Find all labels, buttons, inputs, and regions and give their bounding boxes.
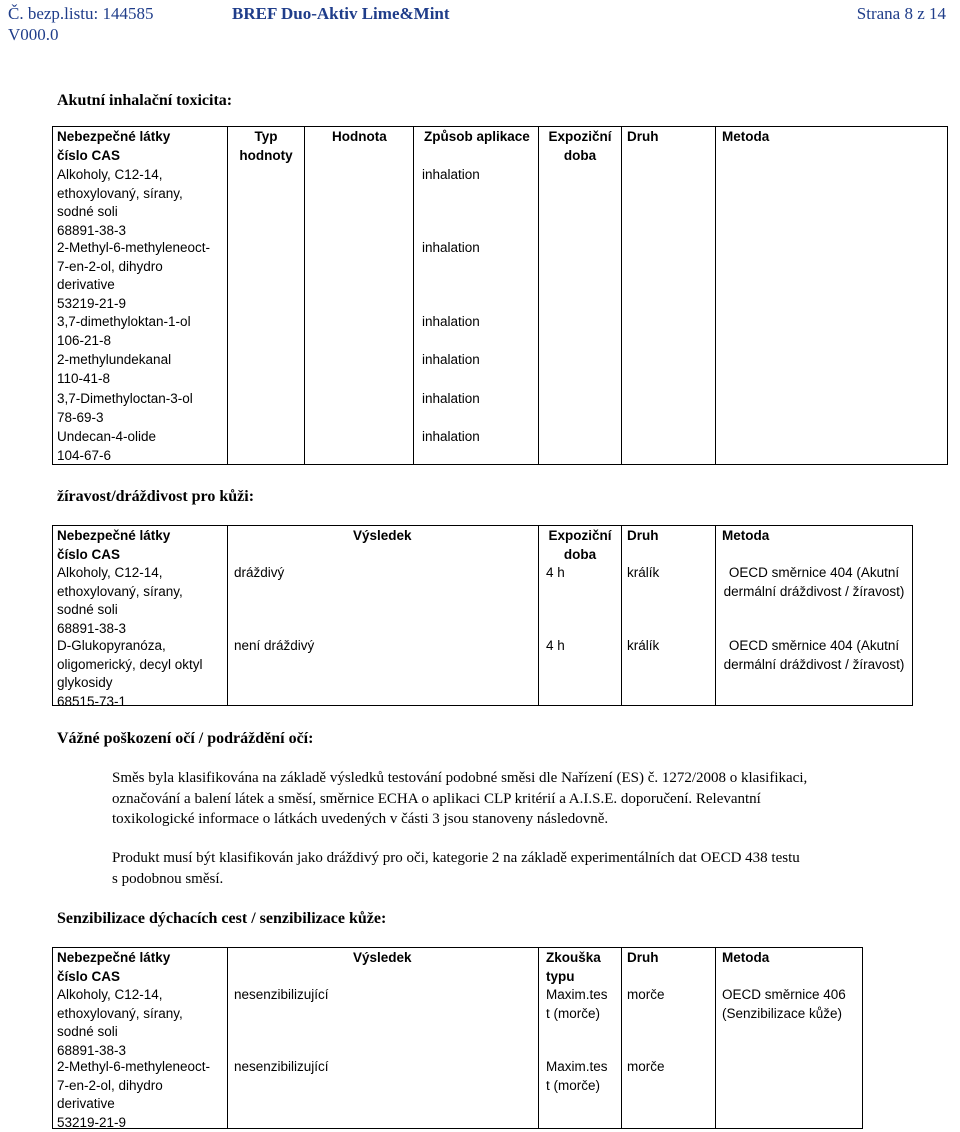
table2-row-exposure: 4 h	[546, 565, 565, 580]
table1-row-route: inhalation	[422, 240, 480, 255]
table2-row-result: není dráždivý	[234, 638, 315, 653]
table2-header-substance: Nebezpečné látky číslo CAS	[57, 528, 171, 562]
table4-row-species: morče	[627, 987, 665, 1002]
table4-header-result: Výsledek	[353, 950, 412, 965]
table1-row-route: inhalation	[422, 352, 480, 367]
table2-row-method: OECD směrnice 404 (Akutní dermální dráždivost / žíravost)	[723, 638, 905, 672]
section-heading-skin-irritation: žíravost/dráždivost pro kůži:	[57, 488, 255, 505]
table2-col-method	[715, 525, 913, 706]
table1-col-species	[621, 126, 716, 465]
table4-row-species: morče	[627, 1059, 665, 1074]
table2-col-result	[227, 525, 539, 706]
product-title: BREF Duo-Aktiv Lime&Mint	[232, 4, 450, 23]
table1-header-value: Hodnota	[332, 129, 387, 144]
section-heading-eye-damage: Vážné poškození očí / podráždění očí:	[57, 730, 314, 747]
table4-row-substance: Alkoholy, C12-14, ethoxylovaný, sírany, sodné soli 68891-38-3	[57, 987, 183, 1058]
table1-row-substance: Alkoholy, C12-14, ethoxylovaný, sírany, sodné soli 68891-38-3	[57, 167, 183, 238]
table4-header-test: Zkouška typu	[546, 950, 601, 984]
table4-row-test: Maxim.tes t (morče)	[546, 1059, 608, 1093]
table1-row-route: inhalation	[422, 314, 480, 329]
table1-header-species: Druh	[627, 129, 659, 144]
table4-col-method	[715, 947, 863, 1129]
table2-header-exposure: Expoziční doba	[548, 528, 612, 562]
table2-row-substance: D-Glukopyranóza, oligomerický, decyl oktyl glykosidy 68515-73-1	[57, 638, 203, 709]
sds-number: Č. bezp.listu: 144585	[8, 4, 154, 23]
table2-header-method: Metoda	[722, 528, 770, 543]
table4-row-substance: 2-Methyl-6-methyleneoct- 7-en-2-ol, dihydro derivative 53219-21-9	[57, 1059, 211, 1130]
table1-row-route: inhalation	[422, 391, 480, 406]
table1-col-exposure	[538, 126, 622, 465]
table2-row-method: OECD směrnice 404 (Akutní dermální dráždivost / žíravost)	[723, 565, 905, 599]
table1-col-method	[715, 126, 948, 465]
table1-row-substance: 2-Methyl-6-methyleneoct- 7-en-2-ol, dihydro derivative 53219-21-9	[57, 240, 211, 311]
section-heading-acute-inhalation: Akutní inhalační toxicita:	[57, 92, 233, 109]
table4-col-result	[227, 947, 539, 1129]
table2-col-species	[621, 525, 716, 706]
table1-header-type: Typ hodnoty	[239, 129, 293, 163]
eye-product-classification-text: Produkt musí být klasifikován jako dráždivý pro oči, kategorie 2 na základě experimentálních dat OECD 438 testu s podobnou směsí.	[112, 850, 800, 887]
table2-header-species: Druh	[627, 528, 659, 543]
table1-row-route: inhalation	[422, 429, 480, 444]
table2-row-species: králík	[627, 638, 660, 653]
table2-row-result: dráždivý	[234, 565, 285, 580]
table4-row-test: Maxim.tes t (morče)	[546, 987, 608, 1021]
table4-row-result: nesenzibilizující	[234, 1059, 329, 1074]
table4-row-method: OECD směrnice 406 (Senzibilizace kůže)	[722, 987, 846, 1021]
version: V000.0	[8, 25, 59, 44]
table1-row-substance: 3,7-Dimethyloctan-3-ol 78-69-3	[57, 391, 193, 425]
section-heading-sensitisation: Senzibilizace dýchacích cest / senzibilizace kůže:	[57, 910, 387, 927]
table4-header-method: Metoda	[722, 950, 770, 965]
table2-header-result: Výsledek	[353, 528, 412, 543]
table4-row-result: nesenzibilizující	[234, 987, 329, 1002]
table2-row-exposure: 4 h	[546, 638, 565, 653]
table4-col-species	[621, 947, 716, 1129]
table1-header-exposure: Expoziční doba	[548, 129, 612, 163]
table4-header-species: Druh	[627, 950, 659, 965]
page-number: Strana 8 z 14	[856, 4, 946, 23]
table1-row-substance: Undecan-4-olide 104-67-6	[57, 429, 157, 463]
eye-classification-text: Směs byla klasifikována na základě výsledků testování podobné směsi dle Nařízení (ES) č. 1272/2008 o klasifikaci, označování a balení látek a směsí, směrnice ECHA o aplikaci CLP kritérií a A.I.S.E. doporučení. Relevantní toxikologické informace o látkách uvedených v části 3 jsou stanoveny následovně.	[112, 770, 808, 827]
table2-row-substance: Alkoholy, C12-14, ethoxylovaný, sírany, sodné soli 68891-38-3	[57, 565, 183, 636]
table1-row-substance: 2-methylundekanal 110-41-8	[57, 352, 172, 386]
table1-header-method: Metoda	[722, 129, 770, 144]
table1-row-substance: 3,7-dimethyloktan-1-ol 106-21-8	[57, 314, 191, 348]
table1-header-route: Způsob aplikace	[424, 129, 530, 144]
table1-col-value	[304, 126, 414, 465]
table1-row-route: inhalation	[422, 167, 480, 182]
table2-row-species: králík	[627, 565, 660, 580]
table1-col-type	[227, 126, 305, 465]
table1-header-substance: Nebezpečné látky číslo CAS	[57, 129, 171, 163]
table4-header-substance: Nebezpečné látky číslo CAS	[57, 950, 171, 984]
